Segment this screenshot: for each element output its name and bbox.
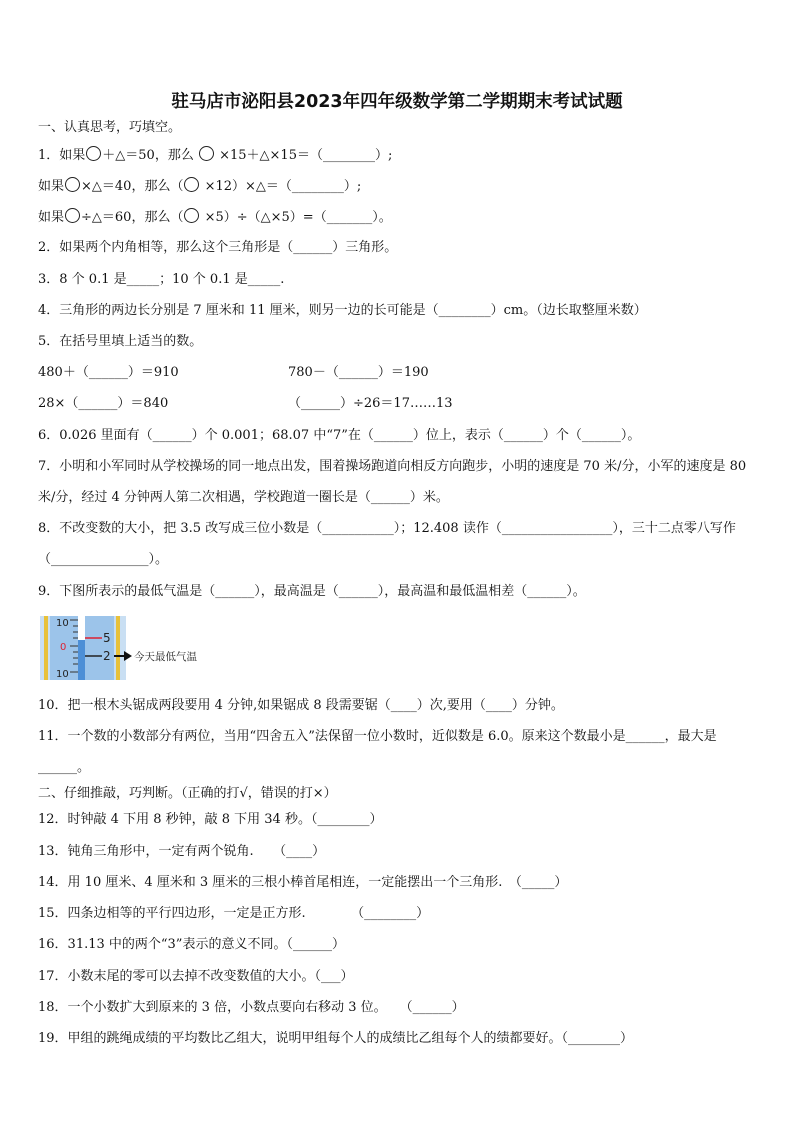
q1b-text-pre: 如果 [38, 179, 65, 194]
question-1c [38, 208, 392, 227]
question-1a [38, 146, 392, 165]
question-4: 4．三角形的两边长分别是 7 厘米和 11 厘米，则另一边的长可能是（________）cm。（边长取整厘米数） [38, 303, 647, 318]
circle-icon [199, 146, 214, 161]
low-mark-label: 2 [103, 649, 111, 663]
scale-label-top: 10 [56, 618, 69, 629]
circle-icon [184, 208, 199, 223]
question-12: 12．时钟敲 4 下用 8 秒钟，敲 8 下用 34 秒。（________） [38, 812, 383, 827]
question-5: 5．在括号里填上适当的数。 [38, 334, 203, 349]
high-mark-label: 5 [103, 631, 111, 645]
thermometer-liquid [78, 640, 85, 680]
question-9: 9．下图所表示的最低气温是（______），最高温是（______），最高温和最低温相差（______）。 [38, 584, 586, 599]
question-16: 16．31.13 中的两个“3”表示的意义不同。（______） [38, 937, 345, 952]
section-1-heading: 一、认真思考，巧填空。 [38, 120, 182, 135]
q1b-text-post: ×12）×△＝（________）; [200, 179, 362, 194]
circle-icon [86, 146, 101, 161]
scale-label-zero: 0 [60, 642, 67, 653]
q1a-text-post: ×15＋△×15＝（________）; [214, 148, 393, 163]
q1a-text-mid: ＋△＝50，那么 [102, 148, 198, 163]
question-5a: 480＋（______）＝910 [38, 365, 179, 380]
question-10: 10．把一根木头锯成两段要用 4 分钟,如果锯成 8 段需要锯（____）次,要用（____）分钟。 [38, 698, 564, 713]
question-11: 11．一个数的小数部分有两位，当用“四舍五入”法保留一位小数时，近似数是 6.0。原来这个数最小是______，最大是______。 [38, 729, 717, 775]
question-15: 15．四条边相等的平行四边形，一定是正方形. （________） [38, 906, 430, 921]
thermometer-right-stripe [116, 616, 120, 680]
question-8: 8．不改变数的大小，把 3.5 改写成三位小数是（___________）；12.408 读作（_________________），三十二点零八写作（_______________）。 [38, 521, 736, 567]
question-5c: 28×（______）＝840 [38, 396, 169, 411]
question-1b [38, 177, 361, 196]
thermometer-left-stripe [44, 616, 48, 680]
q1b-text-mid: ×△＝40，那么（ [81, 179, 184, 194]
section-2-heading: 二、仔细推敲，巧判断。（正确的打√，错误的打×） [38, 786, 337, 801]
circle-icon [184, 177, 199, 192]
question-2: 2．如果两个内角相等，那么这个三角形是（______）三角形。 [38, 240, 398, 255]
q1c-text-mid: ÷△＝60，那么（ [81, 210, 184, 225]
question-17: 17．小数末尾的零可以去掉不改变数值的大小。（___） [38, 969, 354, 984]
question-14: 14．用 10 厘米、4 厘米和 3 厘米的三根小棒首尾相连，一定能摆出一个三角形. （_____） [38, 875, 568, 890]
q1c-text-pre: 如果 [38, 210, 65, 225]
question-7: 7．小明和小军同时从学校操场的同一地点出发，围着操场跑道向相反方向跑步，小明的速度是 70 米/分，小军的速度是 80 米/分，经过 4 分钟两人第二次相遇，学校跑道一圈长是（______）米。 [38, 459, 747, 505]
question-5b: 780－（______）＝190 [288, 365, 429, 380]
question-13: 13．钝角三角形中，一定有两个锐角. （____） [38, 844, 326, 859]
scale-label-bottom: 10 [56, 669, 69, 680]
q1c-text-post: ×5）÷（△×5）=（_______）。 [200, 210, 392, 225]
question-5d: （______）÷26＝17……13 [288, 396, 453, 411]
thermometer-figure [40, 616, 210, 680]
circle-icon [65, 208, 80, 223]
question-6: 6．0.026 里面有（______）个 0.001；68.07 中“7”在（______）位上，表示（______）个（______）。 [38, 428, 641, 443]
question-3: 3．8 个 0.1 是_____；10 个 0.1 是_____. [38, 272, 285, 287]
thermometer-caption: 今天最低气温 [134, 651, 197, 663]
circle-icon [65, 177, 80, 192]
arrow-right-icon [124, 651, 132, 661]
question-19: 19．甲组的跳绳成绩的平均数比乙组大，说明甲组每个人的成绩比乙组每个人的绩都要好。（________） [38, 1031, 634, 1046]
page-title: 驻马店市泌阳县2023年四年级数学第二学期期末考试试题 [171, 92, 623, 112]
q1a-text-pre: 1．如果 [38, 148, 86, 163]
question-18: 18．一个小数扩大到原来的 3 倍，小数点要向右移动 3 位。 （______） [38, 1000, 465, 1015]
